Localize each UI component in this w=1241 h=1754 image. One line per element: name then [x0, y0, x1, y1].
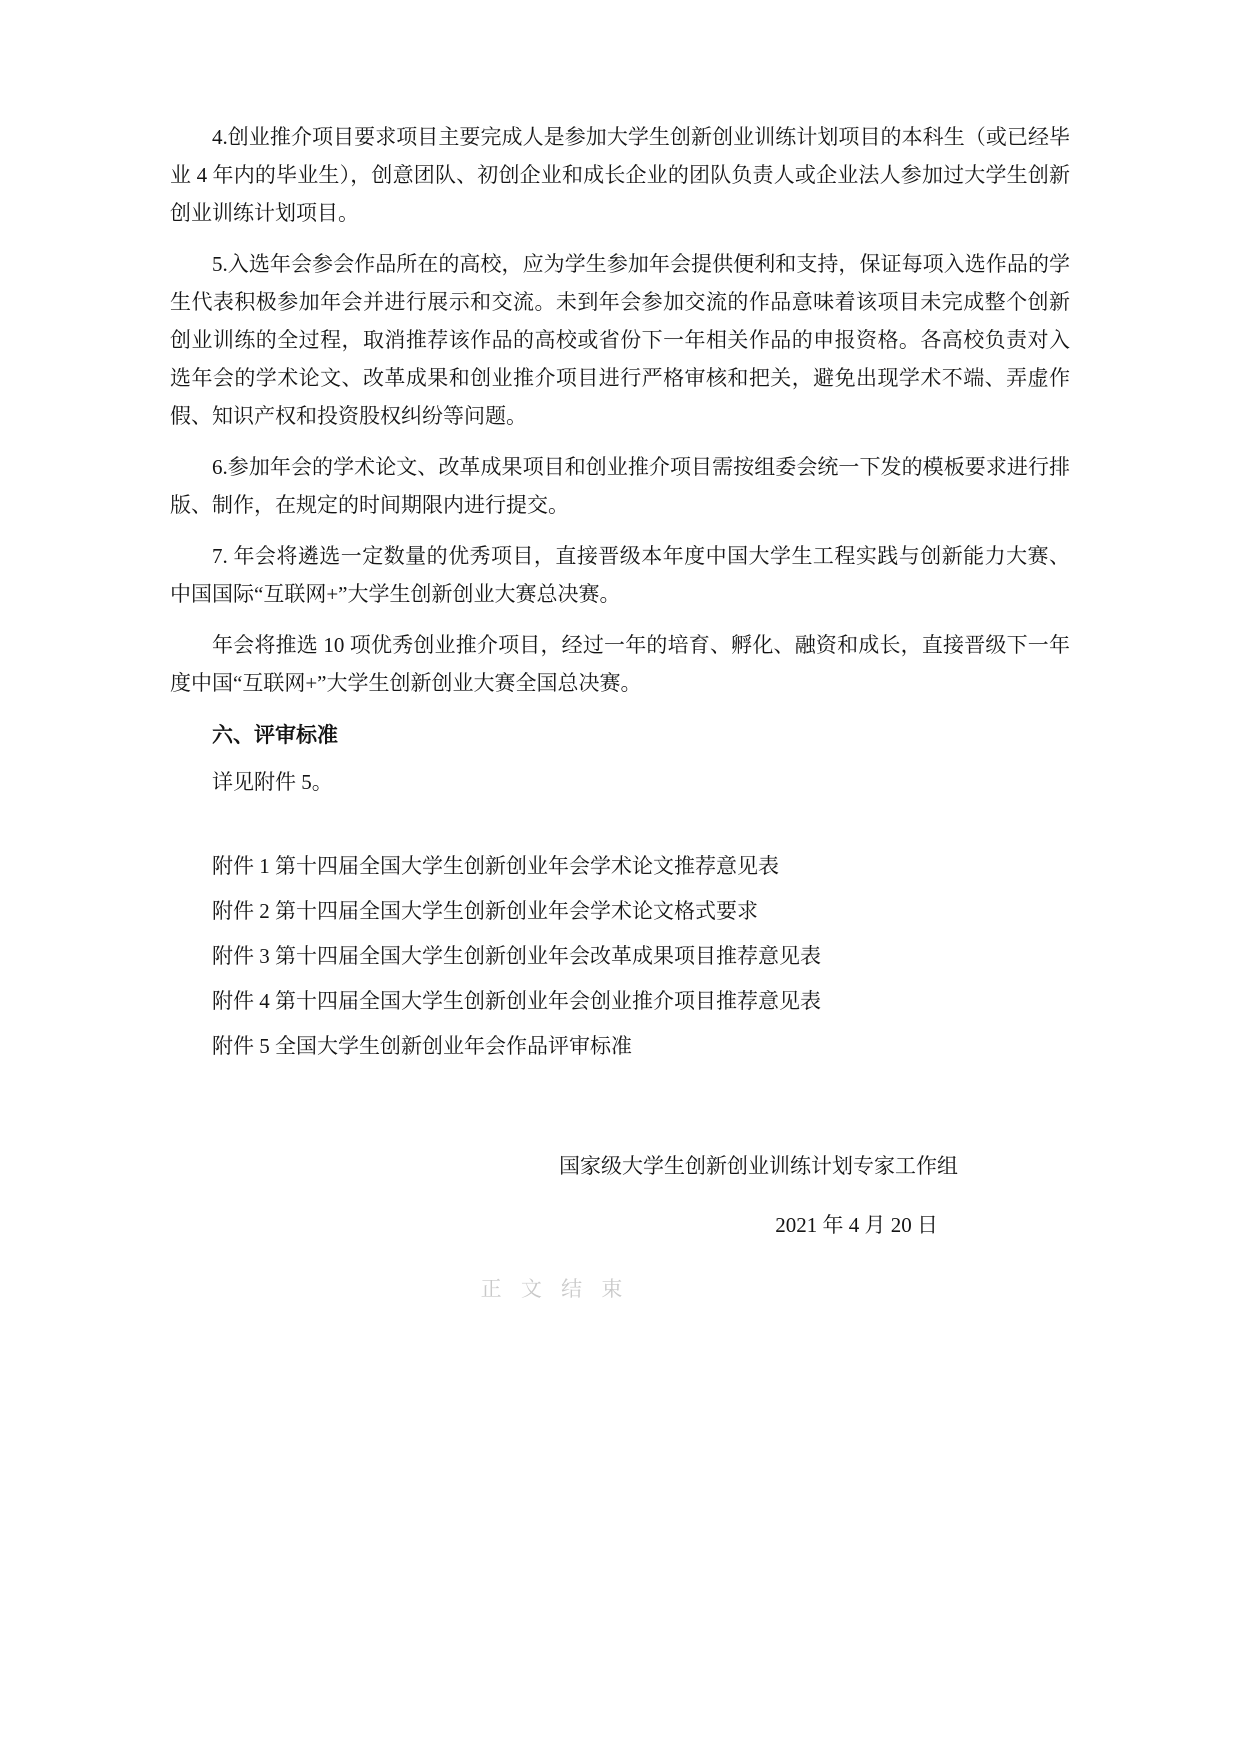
date: 2021 年 4 月 20 日 — [775, 1213, 938, 1237]
paragraph-item-4: 4.创业推介项目要求项目主要完成人是参加大学生创新创业训练计划项目的本科生（或已经毕业 4 年内的毕业生），创意团队、初创企业和成长企业的团队负责人或企业法人参加过大学生创新创业训练计划项目。 — [170, 125, 1070, 225]
attachment-item-3: 附件 3 第十四届全国大学生创新创业年会改革成果项目推荐意见表 — [212, 944, 821, 968]
paragraph-item-5: 5.入选年会参会作品所在的高校，应为学生参加年会提供便利和支持，保证每项入选作品的学生代表积极参加年会并进行展示和交流。未到年会参加交流的作品意味着该项目未完成整个创新创业训练的全过程，取消推荐该作品的高校或省份下一年相关作品的申报资格。各高校负责对入选年会的学术论文、改革成果和创业推介项目进行严格审核和把关，避免出现学术不端、弄虚作假、知识产权和投资股权纠纷等问题。 — [170, 252, 1070, 428]
detail-line: 详见附件 5。 — [212, 770, 333, 794]
attachment-item-2: 附件 2 第十四届全国大学生创新创业年会学术论文格式要求 — [212, 899, 758, 923]
paragraph-follow-up: 年会将推选 10 项优秀创业推介项目，经过一年的培育、孵化、融资和成长，直接晋级下一年度中国“互联网+”大学生创新创业大赛全国总决赛。 — [170, 633, 1070, 695]
attachment-item-1: 附件 1 第十四届全国大学生创新创业年会学术论文推荐意见表 — [212, 854, 779, 878]
signature: 国家级大学生创新创业训练计划专家工作组 — [559, 1154, 958, 1178]
attachment-item-4: 附件 4 第十四届全国大学生创新创业年会创业推介项目推荐意见表 — [212, 989, 821, 1013]
paragraph-item-7: 7. 年会将遴选一定数量的优秀项目，直接晋级本年度中国大学生工程实践与创新能力大赛、中国国际“互联网+”大学生创新创业大赛总决赛。 — [170, 544, 1070, 606]
paragraph-item-6: 6.参加年会的学术论文、改革成果项目和创业推介项目需按组委会统一下发的模板要求进行排版、制作，在规定的时间期限内进行提交。 — [170, 455, 1070, 517]
attachment-list — [170, 847, 1070, 1065]
section-heading-review-criteria: 六、评审标准 — [212, 723, 338, 747]
attachment-item-5: 附件 5 全国大学生创新创业年会作品评审标准 — [212, 1034, 632, 1058]
end-of-text-mark: 正 文 结 束 — [480, 1277, 630, 1301]
